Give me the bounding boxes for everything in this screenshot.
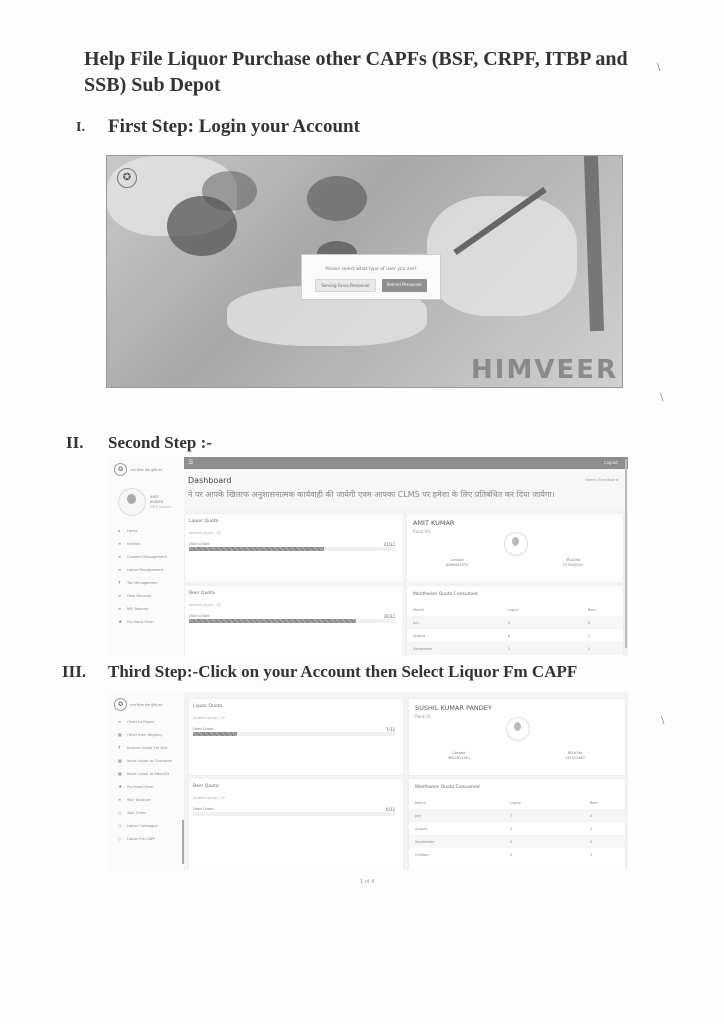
avatar — [506, 717, 530, 741]
irla-label: IRLA No — [568, 751, 582, 755]
list-icon: ≡ — [118, 541, 122, 546]
circle-icon: ○ — [118, 823, 122, 828]
himveer-watermark: HIMVEER — [471, 355, 618, 385]
user-last-name: KUMAR — [150, 499, 163, 504]
list-icon: ≡ — [118, 567, 122, 572]
logo — [108, 457, 184, 480]
table-cell: 0 — [510, 826, 513, 831]
logo-text: भारत तिब्बत सीमा पुलिस बल — [130, 702, 163, 707]
beer-quota-title: Beer Quota — [189, 591, 215, 596]
menu-icon[interactable]: ☰ — [188, 459, 194, 466]
document-title: Help File Liquor Purchase other CAPFs (BSF, CRPF, ITBP and SSB) Sub Depot — [84, 48, 628, 96]
list-icon: ≡ — [118, 606, 122, 611]
table-cell: 0 — [590, 839, 593, 844]
used-quota-label: Used Quota — [189, 614, 210, 618]
irla-value: 077010025 — [562, 563, 584, 567]
table-cell: July — [415, 813, 422, 818]
list-icon: ≡ — [118, 554, 122, 559]
warning-notice: ने पर आपके खिलाफ अनुशासनात्मक कार्यवाही की जायेगी एवम आपका CLMS पर हमेशा के लिए प्रतिबंधित कर दिया जायेगा। — [188, 490, 555, 499]
progress-fill — [189, 547, 324, 551]
account-screenshot — [108, 692, 628, 870]
list-icon: ≡ — [118, 593, 122, 598]
table-header — [407, 603, 623, 616]
emblem-icon: ✪ — [117, 168, 137, 188]
step-label: Third Step:-Click on your Account then Select Liquor Fm CAPF — [108, 662, 578, 681]
logout-button[interactable]: Logout — [604, 460, 618, 465]
sidebar-item[interactable] — [108, 589, 184, 602]
allotted-quota: Alloted Quota : 32 — [193, 796, 225, 800]
sidebar-item-label: Issue Liquor to Mess/Dt — [127, 771, 170, 776]
liquor-progress-bar — [193, 732, 395, 736]
table-cell: Month — [413, 607, 424, 612]
used-quota-value: 26/32 — [383, 614, 395, 619]
profile-rank: Rank:ASI — [413, 529, 431, 534]
table-cell: 0 — [588, 646, 591, 651]
liquor-quota-panel — [184, 513, 404, 583]
home-icon: ⌂ — [118, 528, 121, 533]
sidebar-item-label: Liquor Catalogue — [127, 823, 158, 828]
scan-mark: \ — [661, 715, 665, 726]
step-label: First Step: Login your Account — [108, 116, 360, 137]
breadcrumb[interactable]: Home / Dashboard — [585, 478, 618, 482]
sidebar-item[interactable] — [108, 728, 184, 741]
sidebar-item-label: Issue Liquor to Customer — [127, 758, 173, 763]
sidebar-item-label: Other Item Registry — [127, 732, 163, 737]
sidebar-item[interactable] — [108, 793, 184, 806]
sidebar-item[interactable] — [108, 741, 184, 754]
liquor-quota-title: Liquor Quota — [189, 519, 219, 524]
table-cell: September — [413, 646, 433, 651]
table-cell: Month — [415, 800, 426, 805]
sidebar-item-label: Your Order — [127, 810, 147, 815]
step-number: I. — [76, 120, 85, 135]
monthly-quota-title: Monthwise Quota Consumed — [413, 592, 478, 597]
sidebar-item-label: Your Account — [127, 797, 151, 802]
sidebar-item[interactable] — [108, 563, 184, 576]
progress-fill — [193, 732, 237, 736]
list-icon: ≡ — [118, 719, 122, 724]
page-title: Dashboard — [188, 476, 232, 485]
rupee-icon: ₹ — [118, 580, 121, 585]
table-cell: Beer — [590, 800, 599, 805]
sidebar-item-label: Tax Management — [127, 580, 158, 585]
irla-value: 147012467 — [564, 756, 586, 760]
table-cell: 5 — [508, 646, 511, 651]
step-3-heading — [62, 662, 577, 682]
sidebar-item-label: Canteen Management — [127, 554, 167, 559]
contact-label: Contact — [450, 558, 464, 562]
profile-card — [408, 698, 626, 776]
sidebar-item-label: Purchase Form — [127, 619, 154, 624]
sidebar-item[interactable] — [108, 550, 184, 563]
sidebar — [108, 692, 184, 870]
user-type-prompt: Please select what type of user you are? — [325, 267, 417, 272]
login-screenshot — [106, 155, 623, 388]
table-cell: August — [413, 633, 426, 638]
profile-name: SUSHIL KUMAR PANDEY — [415, 704, 492, 712]
table-row — [409, 848, 625, 861]
sidebar-item-label: Liquor Fm CAPF — [127, 836, 156, 841]
sidebar-item[interactable] — [108, 537, 184, 550]
sidebar-item-label: MIS Reports — [127, 606, 149, 611]
used-quota-label: Used Quota — [189, 542, 210, 546]
beer-progress-bar — [189, 619, 395, 623]
top-bar — [184, 457, 628, 469]
dashboard-header — [184, 469, 628, 509]
sidebar-item[interactable] — [108, 767, 184, 780]
table-cell: August — [415, 826, 428, 831]
table-cell: 5 — [508, 620, 511, 625]
profile-name: AMIT KUMAR — [413, 519, 455, 527]
liquor-progress-bar — [189, 547, 395, 551]
sidebar-item[interactable] — [108, 602, 184, 615]
hand-icon: ☚ — [118, 619, 122, 624]
sidebar-item-label: Income Liquor Fm Dist — [127, 745, 168, 750]
table-cell: 1 — [590, 852, 593, 857]
sidebar-item[interactable] — [108, 615, 184, 628]
sidebar-item[interactable] — [108, 832, 184, 845]
circle-icon: ○ — [118, 810, 122, 815]
contact-value: 8066423574 — [445, 563, 469, 567]
table-row — [409, 809, 625, 822]
table-header — [409, 796, 625, 809]
table-cell: 0 — [510, 852, 513, 857]
user-first-name: AMIT — [150, 494, 159, 499]
sidebar-item[interactable] — [108, 576, 184, 589]
monthly-quota-panel — [406, 585, 624, 656]
table-cell: 0 — [588, 620, 591, 625]
grid-icon: ▦ — [118, 732, 122, 737]
table-cell: October — [415, 852, 430, 857]
monthly-quota-title: Monthwise Quota Consumed — [415, 785, 480, 790]
sidebar-item-label: Help Manuals — [127, 593, 152, 598]
grid-icon: ▦ — [118, 771, 122, 776]
irla-block — [535, 751, 615, 761]
sidebar-item-label: Liquor Management — [127, 567, 164, 572]
sidebar-item[interactable] — [108, 524, 184, 537]
table-cell: Liquor — [508, 607, 519, 612]
grid-icon: ▦ — [118, 758, 122, 763]
profile-card — [406, 513, 624, 583]
beer-quota-panel — [184, 585, 404, 656]
list-icon: ≡ — [118, 797, 122, 802]
scrollbar[interactable] — [625, 459, 627, 648]
beer-quota-title: Beer Quota — [193, 784, 219, 789]
scan-mark: \ — [660, 392, 664, 403]
table-cell: 0 — [590, 813, 593, 818]
step-1-heading — [76, 116, 360, 138]
beer-quota-panel — [188, 778, 404, 870]
table-cell: Liquor — [510, 800, 521, 805]
table-cell: July — [413, 620, 420, 625]
step-number: III. — [62, 662, 87, 681]
sidebar-item-label: Indents — [127, 541, 141, 546]
avatar — [504, 532, 528, 556]
table-cell: September — [415, 839, 435, 844]
contact-block — [419, 751, 499, 761]
table-cell: Beer — [588, 607, 597, 612]
used-quota-value: 7/32 — [386, 727, 395, 732]
user-panel[interactable] — [108, 480, 184, 524]
sidebar-item[interactable] — [108, 806, 184, 819]
contact-block — [417, 558, 497, 568]
monthly-quota-panel — [408, 778, 626, 870]
irla-block — [533, 558, 613, 568]
step-number: II. — [66, 433, 84, 452]
table-row — [407, 629, 623, 642]
used-quota-value: 0/32 — [386, 807, 395, 812]
serving-personnel-button[interactable]: Serving Force Personnel — [315, 279, 375, 292]
rupee-icon: ₹ — [118, 745, 121, 750]
liquor-quota-panel — [188, 698, 404, 776]
emblem-icon: ✪ — [114, 463, 127, 476]
table-cell: 1 — [590, 826, 593, 831]
sidebar-item-label: Order to Depot — [127, 719, 154, 724]
user-type-modal — [301, 254, 441, 300]
profile-rank: Rank:SI — [415, 714, 431, 719]
sidebar-scrollbar[interactable] — [182, 820, 184, 864]
retired-personnel-button[interactable]: Retired Personnel — [382, 279, 427, 292]
dashboard-screenshot — [108, 457, 628, 656]
sidebar-item[interactable] — [108, 819, 184, 832]
used-quota-label: Used Quota — [193, 727, 214, 731]
hand-icon: ☚ — [118, 784, 122, 789]
table-row — [409, 835, 625, 848]
scan-mark: \ — [657, 62, 661, 73]
user-unit: ITBP Assam — [150, 504, 171, 509]
page-number: 1 of 4 — [360, 879, 375, 885]
table-row — [407, 616, 623, 629]
sidebar-item[interactable] — [108, 754, 184, 767]
contact-value: 9827811011 — [447, 756, 471, 760]
used-quota-label: Used Quota — [193, 807, 214, 811]
table-cell: 3 — [588, 633, 591, 638]
irla-label: IRLA No — [566, 558, 580, 562]
circle-icon: ○ — [118, 836, 122, 841]
sidebar-item[interactable] — [108, 780, 184, 793]
sidebar-item-label: Home — [127, 528, 138, 533]
logo-text: भारत तिब्बत सीमा पुलिस बल — [130, 467, 163, 472]
emblem-icon: ✪ — [114, 698, 127, 711]
sidebar-item[interactable] — [108, 715, 184, 728]
table-cell: 7 — [510, 813, 513, 818]
step-2-heading — [66, 433, 212, 453]
used-quota-value: 21/32 — [383, 542, 395, 547]
liquor-quota-title: Liquor Quota — [193, 704, 223, 709]
table-row — [407, 642, 623, 655]
allotted-quota: Alloted Quota : 32 — [189, 603, 221, 607]
allotted-quota: Alloted Quota : 32 — [189, 531, 221, 535]
sidebar-item-label: Purchase Form — [127, 784, 154, 789]
allotted-quota: Alloted Quota : 32 — [193, 716, 225, 720]
contact-label: Contact — [452, 751, 466, 755]
progress-fill — [189, 619, 356, 623]
logo — [108, 692, 184, 715]
avatar — [118, 488, 146, 516]
beer-progress-bar — [193, 812, 395, 816]
table-cell: 8 — [508, 633, 511, 638]
table-cell: 0 — [510, 839, 513, 844]
step-label: Second Step :- — [108, 433, 212, 452]
table-row — [409, 822, 625, 835]
sidebar — [108, 457, 184, 656]
